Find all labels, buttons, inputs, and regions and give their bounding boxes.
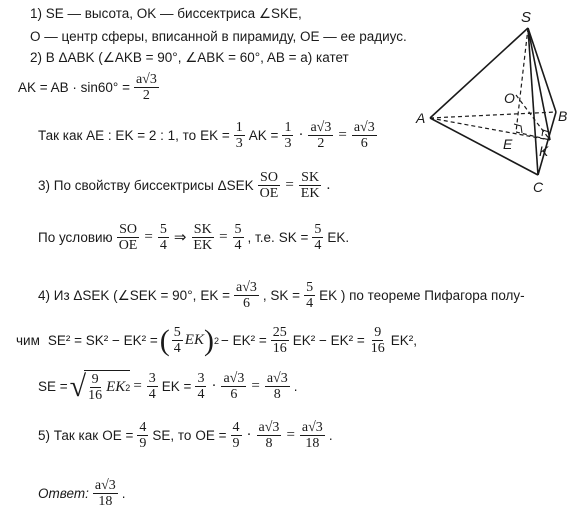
fraction: $\frac{4}{9}$ [139,420,147,451]
pythagoras-line: чим SE² = SK² − EK² = ( 5 4 EK ) 2 − EK² = $\frac{25}{16}$ EK² − EK² = $\frac{9}{16}$ EK², [16,323,418,357]
fraction: $\frac{a√3}{2}$ [310,120,332,151]
step2-line1: 2) В ΔABK (∠AKB = 90°, ∠ABK = 60°, AB = a) катет [30,50,349,65]
condition-line: По условию $\frac{SO}{OE}$ = $\frac{5}{4}$ ⇒ $\frac{SK}{EK}$ = $\frac{5}{4}$ , т.е. SK = $\frac{5}{4}$ EK. [38,222,350,253]
label-S: S [521,9,532,26]
bisector-property: 3) По свойству биссектрисы ΔSEK $\frac{SO}{OE}$ = $\frac{SK}{EK}$ . [38,170,331,201]
fraction: $\frac{SK}{EK}$ [193,222,213,253]
fraction: $\frac{a√3}{8}$ [266,371,288,402]
answer-fraction: a√3 18 [94,478,116,509]
fraction: $\frac{5}{4}$ [306,280,314,311]
step4-header: 4) Из ΔSEK (∠SEK = 90°, EK = $\frac{a√3}{6}$ , SK = $\frac{5}{4}$ EK ) по теореме Пифагора полу- [38,280,525,311]
fraction: $\frac{SO}{OE}$ [118,222,138,253]
label-B: B [558,108,567,124]
fraction: $\frac{SK}{EK}$ [300,170,320,201]
fraction: $\frac{3}{4}$ [197,371,205,402]
label-E: E [503,136,513,152]
fraction: 9 16 [88,372,103,403]
fraction: $\frac{a√3}{18}$ [301,420,323,451]
fraction: $\frac{1}{3}$ [284,120,292,151]
se-formula: SE = √ 9 16 EK 2 = $\frac{3}{4}$ EK = $\frac{3}{4}$ · $\frac{a√3}{6}$ = $\frac{a√3}{8}$ . [38,369,298,403]
label-O: O [504,90,515,106]
label-A: A [416,110,426,126]
fraction: $\frac{5}{4}$ [314,222,322,253]
fraction: $\frac{5}{4}$ [234,222,242,253]
fraction: $\frac{4}{9}$ [232,420,240,451]
fraction: $\frac{3}{4}$ [148,371,156,402]
label-K: K [539,143,549,159]
fraction: 5 4 [173,325,181,356]
fraction: $\frac{1}{3}$ [235,120,243,151]
fraction: $\frac{9}{16}$ [370,325,385,356]
step1-line2: O — центр сферы, вписанной в пирамиду, OE — ее радиус. [30,29,407,44]
answer: Ответ: a√3 18 . [38,478,126,509]
fraction: $\frac{a√3}{8}$ [258,420,280,451]
step5-line: 5) Так как OE = $\frac{4}{9}$ SE, то OE = $\frac{4}{9}$ · $\frac{a√3}{8}$ = $\frac{a√3}{18}$ . [38,420,333,451]
ek-formula: Так как AE : EK = 2 : 1, то EK = $\frac{1}{3}$ AK = $\frac{1}{3}$ · $\frac{a√3}{2}$ = $\frac{a√3}{6}$ [38,120,375,151]
fraction: $\frac{5}{4}$ [159,222,167,253]
answer-label: Ответ: [38,486,89,501]
fraction: $\frac{a√3}{6}$ [236,280,257,311]
label-C: C [533,179,544,195]
pyramid-figure [408,0,567,200]
fraction: $\frac{SO}{OE}$ [259,170,279,201]
fraction: $\frac{a√3}{6}$ [353,120,375,151]
step1-line1: 1) SE — высота, OK — биссектриса ∠SKE, [30,6,302,21]
ak-formula: AK = AB · sin60° = $\frac{a√3}{2}$ [18,72,157,103]
fraction: $\frac{25}{16}$ [272,325,287,356]
square-root: √ 9 16 EK 2 [69,369,131,403]
fraction: $\frac{a√3}{6}$ [223,371,245,402]
fraction: $\frac{a√3}{2}$ [135,72,157,103]
